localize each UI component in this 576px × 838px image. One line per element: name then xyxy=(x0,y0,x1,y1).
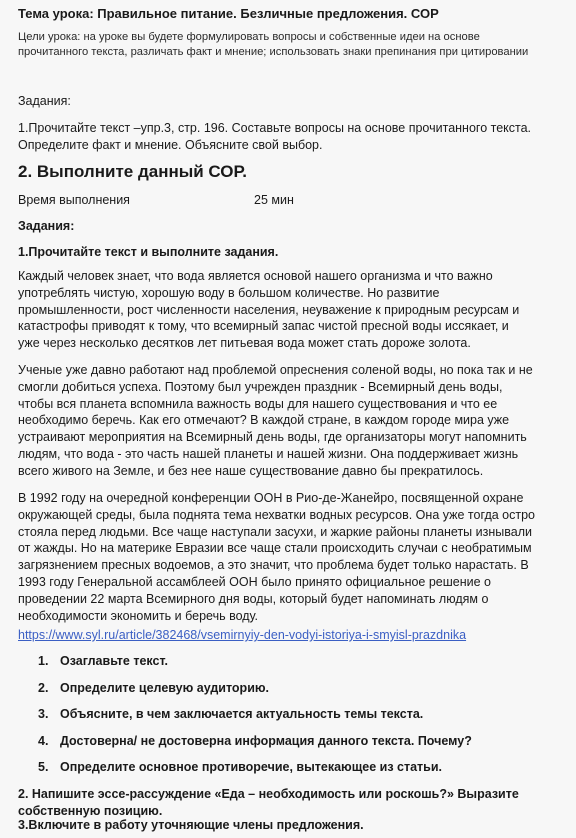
question-text: Озаглавьте текст. xyxy=(60,654,168,668)
text-line: употреблять чистую, хорошую воду в большом количестве. Но развитие xyxy=(18,285,440,300)
task-1-line: Определите факт и мнение. Объясните свой выбор. xyxy=(18,138,323,152)
text-paragraph-3 xyxy=(18,490,535,624)
essay-task xyxy=(18,786,519,820)
question-item xyxy=(38,654,472,681)
text-line: всего живого на Земле, и без нее наше существование давно бы прекратилось. xyxy=(18,463,484,478)
question-text: Определите основное противоречие, вытекающее из статьи. xyxy=(60,760,443,774)
question-item xyxy=(38,681,472,708)
text-line: уже через несколько десятков лет питьевая вода может стать дороже золота. xyxy=(18,336,471,351)
question-text: Достоверна/ не достоверна информация данного текста. Почему? xyxy=(60,733,472,748)
question-number: 2. xyxy=(38,680,49,695)
text-line: загрязнением пресных водоемов, а это значит, что проблема будет только нарастать. В xyxy=(18,558,529,573)
lesson-title: Тема урока: Правильное питание. Безличные предложения. СОР xyxy=(18,6,439,21)
text-paragraph-1 xyxy=(18,268,519,352)
time-value: 25 мин xyxy=(254,193,294,207)
question-number: 5. xyxy=(38,760,49,774)
question-number: 1. xyxy=(38,654,49,668)
text-line: стояла перед людьми. Все чаще наступали засухи, и жаркие районы планеты изнывали xyxy=(18,524,532,539)
question-number: 4. xyxy=(38,733,49,748)
essay-line: собственную позицию. xyxy=(18,803,163,818)
essay-line: 2. Напишите эссе-рассуждение «Еда – необходимость или роскошь?» Выразите xyxy=(18,787,519,801)
question-number: 3. xyxy=(38,707,49,721)
question-item xyxy=(38,760,472,787)
question-item xyxy=(38,734,472,761)
sor-heading: 2. Выполните данный СОР. xyxy=(18,162,248,181)
text-line: промышленности, рост численности населения, неуважение к природным ресурсам и xyxy=(18,302,520,317)
include-note: 3.Включите в работу уточняющие члены предложения. xyxy=(18,818,364,832)
lesson-goals xyxy=(18,30,528,60)
text-line: Каждый человек знает, что вода является основой нашего организма и что важно xyxy=(18,269,493,283)
text-line: устраивают мероприятия на Всемирный день воды, где организаторы могут напомнить xyxy=(18,430,527,445)
text-line: окружающей среды, была поднята тема нехватки водных ресурсов. Она уже тогда остро xyxy=(18,507,535,522)
text-line: чтобы вся планета вспомнила важность воды для нашего существования и что ее xyxy=(18,396,498,411)
text-line: Ученые уже давно работают над проблемой опреснения соленой воды, но пока так и не xyxy=(18,363,533,377)
sor-tasks-label: Задания: xyxy=(18,219,75,233)
source-link[interactable]: https://www.syl.ru/article/382468/vsemirnyiy-den-vodyi-istoriya-i-smyisl-prazdnika xyxy=(18,628,467,642)
read-instruction: 1.Прочитайте текст и выполните задания. xyxy=(18,245,279,259)
text-line: 1993 году Генеральной ассамблеей ООН было принято официальное решение о xyxy=(18,574,492,589)
goals-line: прочитанного текста, различать факт и мнение; использовать знаки препинания при цитировании xyxy=(18,46,529,58)
time-row xyxy=(18,193,294,207)
text-line: В 1992 году на очередной конференции ООН в Рио-де-Жанейро, посвященной охране xyxy=(18,491,524,505)
text-line: людям, что вода - это часть нашей планеты и нашей жизни. Она поддерживает жизнь xyxy=(18,446,519,461)
goals-line: Цели урока: на уроке вы будете формулировать вопросы и собственные идеи на основе xyxy=(18,31,480,43)
text-line: проведении 22 марта Всемирного дня воды, который будет напоминать людям о xyxy=(18,591,489,606)
text-line: необходимости экономить и беречь воду. xyxy=(18,608,259,623)
text-line: необходимо беречь. Как его отмечают? В каждой стране, в каждом городе мира уже xyxy=(18,413,510,428)
text-line: смогли добиться успеха. Поэтому был учрежден праздник - Всемирный день воды, xyxy=(18,379,503,394)
question-list xyxy=(38,654,472,787)
text-paragraph-2 xyxy=(18,362,533,480)
time-label: Время выполнения xyxy=(18,193,130,207)
question-item xyxy=(38,707,472,734)
tasks-label: Задания: xyxy=(18,94,71,108)
question-text: Объясните, в чем заключается актуальность темы текста. xyxy=(60,707,424,721)
task-1-instruction xyxy=(18,120,531,154)
task-1-line: 1.Прочитайте текст –упр.3, стр. 196. Составьте вопросы на основе прочитанного текста. xyxy=(18,121,532,135)
question-text: Определите целевую аудиторию. xyxy=(60,680,270,695)
text-line: катастрофы приводят к тому, что всемирный запас чистой пресной воды иссякает, и xyxy=(18,319,509,334)
text-line: от жажды. Но на материке Евразии все чаще стали происходить случаи с необратимым xyxy=(18,541,532,556)
